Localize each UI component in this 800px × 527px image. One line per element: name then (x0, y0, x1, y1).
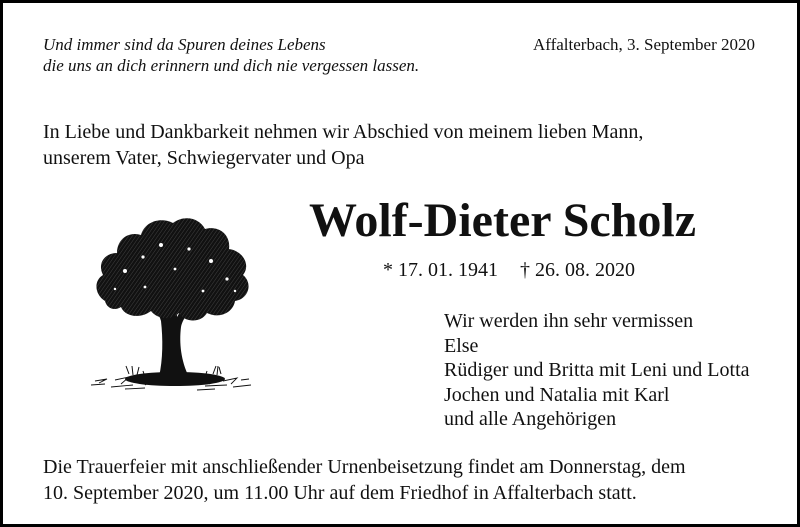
poem-quote (43, 34, 419, 76)
intro-line-2: unserem Vater, Schwiegervater und Opa (43, 147, 365, 169)
mourners-line: Else (444, 334, 479, 357)
death-date: † 26. 08. 2020 (520, 259, 635, 281)
birth-date: * 17. 01. 1941 (383, 259, 498, 281)
poem-line-2: die uns an dich erinnern und dich nie vergessen lassen. (43, 56, 420, 75)
deceased-name: Wolf-Dieter Scholz (309, 194, 697, 247)
mourners-line: Rüdiger und Britta mit Leni und Lotta (444, 359, 750, 381)
mourners-line: Jochen und Natalia mit Karl (444, 383, 670, 406)
tree-icon (85, 209, 257, 395)
mourners-list (444, 309, 750, 432)
intro-text (43, 119, 643, 171)
life-dates (383, 257, 635, 283)
service-info (43, 454, 686, 506)
mourners-line: und alle Angehörigen (444, 408, 617, 430)
intro-line-1: In Liebe und Dankbarkeit nehmen wir Abschied von meinem lieben Mann, (43, 121, 644, 143)
service-line-2: 10. September 2020, um 11.00 Uhr auf dem Friedhof in Affalterbach statt. (43, 482, 637, 504)
place-and-date: Affalterbach, 3. September 2020 (532, 35, 755, 54)
mourners-line: Wir werden ihn sehr vermissen (444, 310, 694, 332)
service-line-1: Die Trauerfeier mit anschließender Urnenbeisetzung findet am Donnerstag, dem (43, 456, 686, 478)
poem-line-1: Und immer sind da Spuren deines Lebens (43, 35, 326, 54)
